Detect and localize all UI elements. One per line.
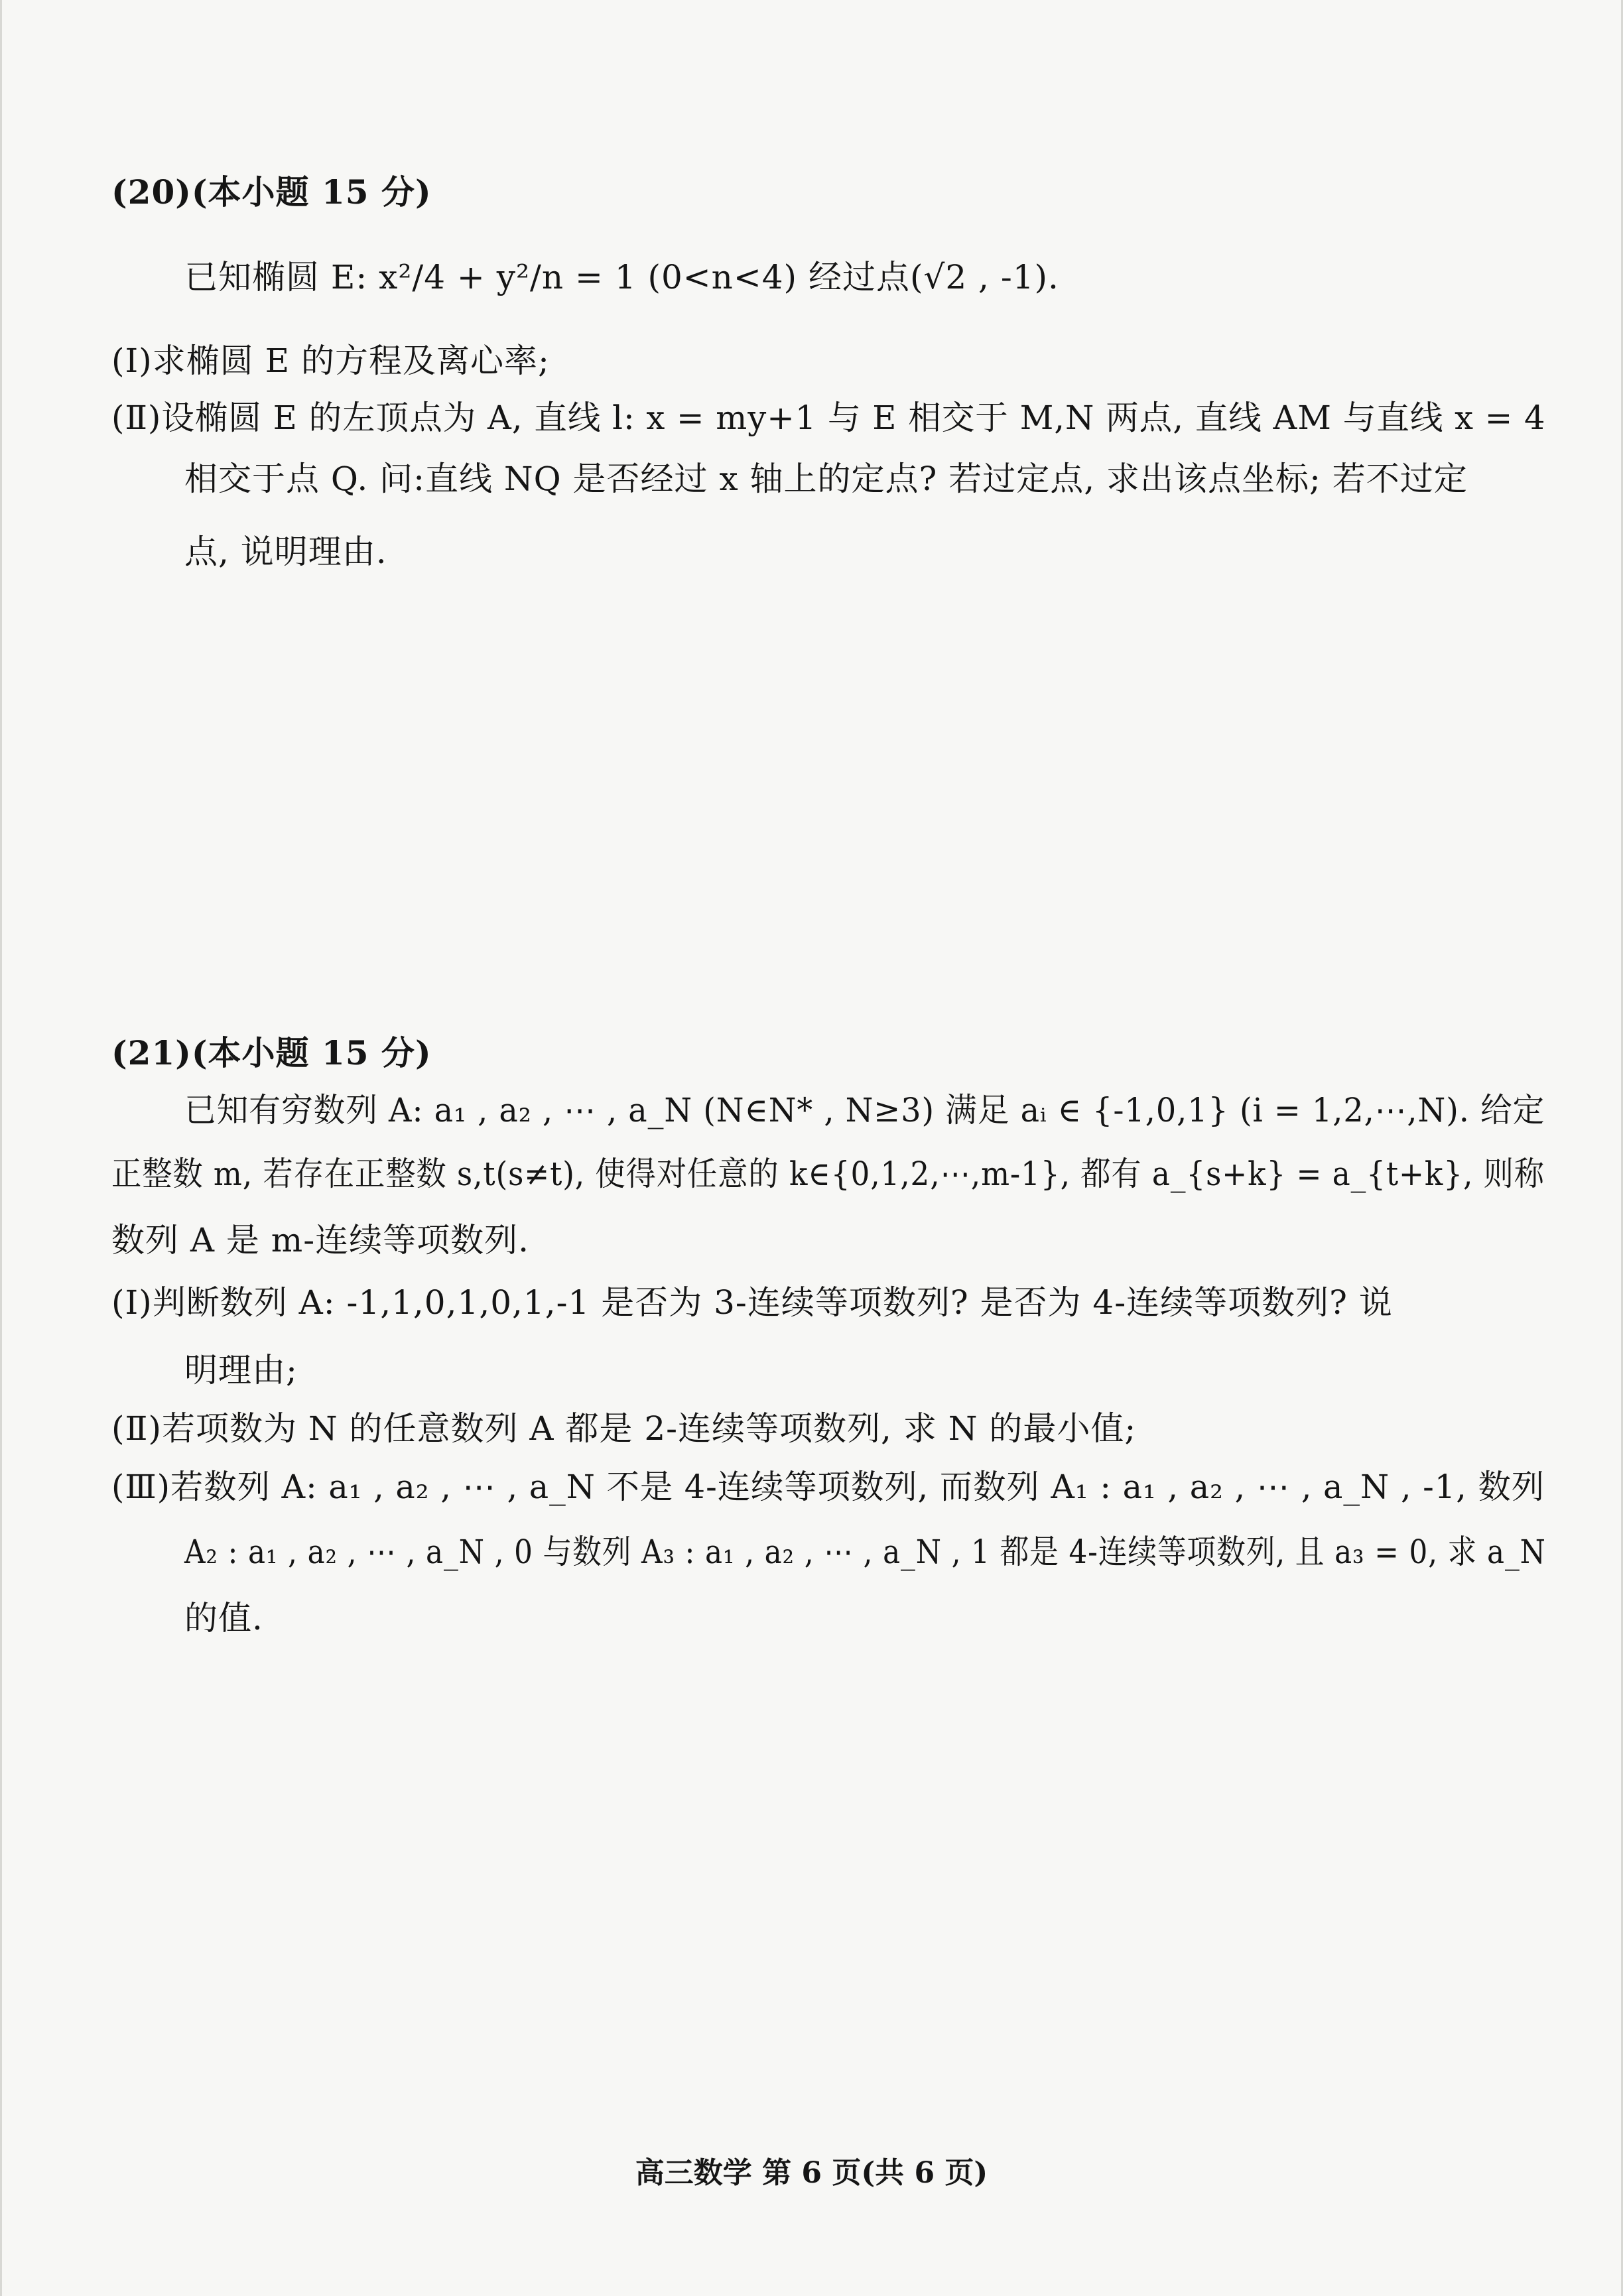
q21-part3-line3: 的值. bbox=[184, 1599, 263, 1637]
q21-part3-line2: A₂ : a₁ , a₂ , ⋯ , a_N , 0 与数列 A₃ : a₁ , a₂ , ⋯ , a_N , 1 都是 4-连续等项数列, 且 a₃ = 0, 求 a_N bbox=[184, 1533, 1546, 1571]
q20-part2-line2: 相交于点 Q. 问:直线 NQ 是否经过 x 轴上的定点? 若过定点, 求出该点坐标; 若不过定 bbox=[184, 460, 1468, 498]
q21-part1-line2: 明理由; bbox=[184, 1351, 298, 1389]
page-footer: 高三数学 第 6 页(共 6 页) bbox=[635, 2156, 988, 2190]
q21-part1-line1: (Ⅰ)判断数列 A: -1,1,0,1,0,1,-1 是否为 3-连续等项数列? 是否为 4-连续等项数列? 说 bbox=[111, 1283, 1393, 1322]
q20-heading: (20)(本小题 15 分) bbox=[111, 172, 432, 212]
q21-part3-line1: (Ⅲ)若数列 A: a₁ , a₂ , ⋯ , a_N 不是 4-连续等项数列, 而数列 A₁ : a₁ , a₂ , ⋯ , a_N , -1, 数列 bbox=[111, 1468, 1545, 1506]
page-edge-left bbox=[0, 0, 2, 2296]
q20-part2-line3: 点, 说明理由. bbox=[184, 533, 387, 571]
q21-heading: (21)(本小题 15 分) bbox=[111, 1033, 432, 1072]
q20-stem: 已知椭圆 E: x²/4 + y²/n = 1 (0<n<4) 经过点(√2 , -1). bbox=[184, 258, 1059, 296]
q21-stem-line3: 数列 A 是 m-连续等项数列. bbox=[111, 1221, 529, 1259]
q21-stem-line1: 已知有穷数列 A: a₁ , a₂ , ⋯ , a_N (N∈N* , N≥3) 满足 aᵢ ∈ {-1,0,1} (i = 1,2,⋯,N). 给定 bbox=[184, 1091, 1545, 1129]
q21-part2: (Ⅱ)若项数为 N 的任意数列 A 都是 2-连续等项数列, 求 N 的最小值; bbox=[111, 1409, 1137, 1448]
q20-part1: (Ⅰ)求椭圆 E 的方程及离心率; bbox=[111, 342, 550, 380]
q21-stem-line2: 正整数 m, 若存在正整数 s,t(s≠t), 使得对任意的 k∈{0,1,2,⋯,m-1}, 都有 a_{s+k} = a_{t+k}, 则称 bbox=[111, 1155, 1545, 1193]
q20-part2-line1: (Ⅱ)设椭圆 E 的左顶点为 A, 直线 l: x = my+1 与 E 相交于 M,N 两点, 直线 AM 与直线 x = 4 bbox=[111, 399, 1546, 437]
